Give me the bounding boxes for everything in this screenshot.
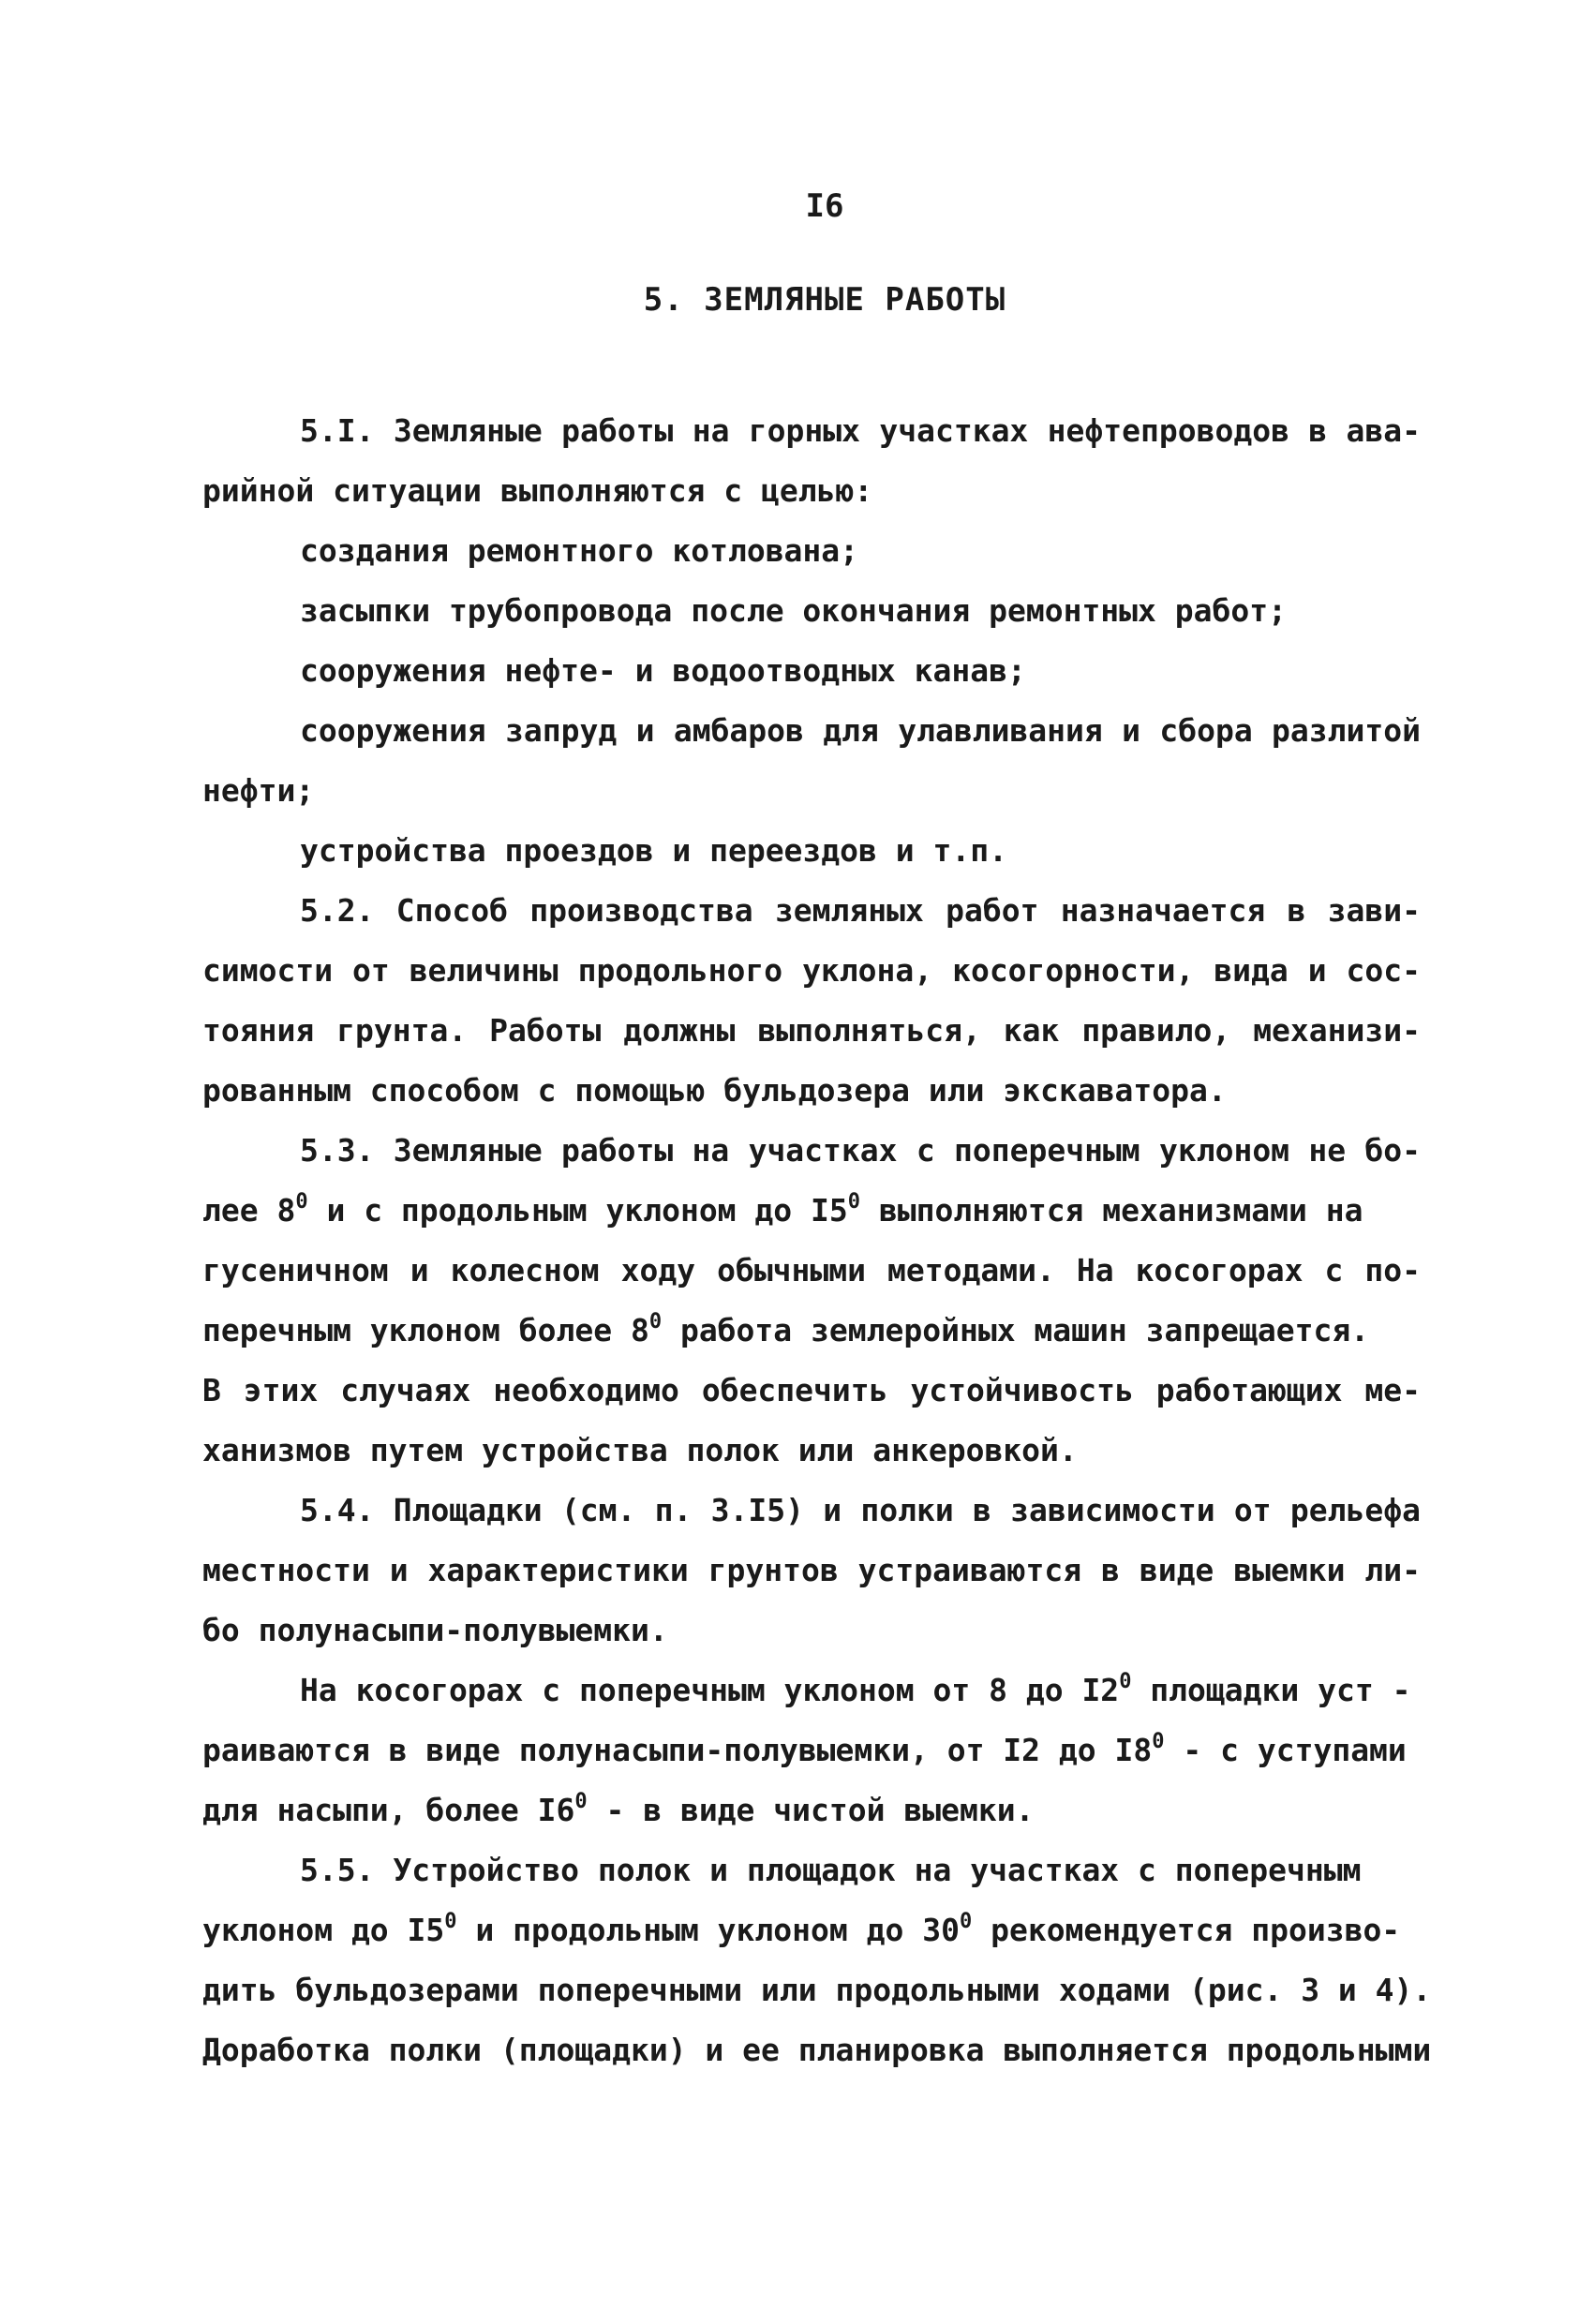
degree-superscript: 0 <box>648 1310 663 1333</box>
degree-superscript: 0 <box>574 1790 588 1813</box>
paragraph-5-2-line-1: 5.2. Способ производства земляных работ назначается в зави- <box>300 892 1421 929</box>
paragraph-5-4-line-3: бо полунасыпи-полувыемки. <box>202 1612 668 1648</box>
paragraph-5-2-line-4: рованным способом с помощью бульдозера или экскаватора. <box>202 1072 1227 1109</box>
paragraph-5-4-line-1: 5.4. Площадки (см. п. 3.I5) и полки в зависимости от рельефа <box>300 1492 1421 1528</box>
degree-superscript: 0 <box>444 1910 457 1933</box>
degree-superscript: 0 <box>847 1190 861 1214</box>
text-segment: раиваются в виде полунасыпи-полувыемки, от I2 до I8 <box>202 1732 1153 1768</box>
degree-superscript: 0 <box>1119 1670 1132 1693</box>
text-segment: уклоном до I5 <box>202 1912 445 1948</box>
paragraph-5-3-line-4 <box>202 1301 1421 1361</box>
degree-superscript: 0 <box>295 1190 308 1214</box>
paragraph-5-2-line-3: тояния грунта. Работы должны выполняться, как правило, механизи- <box>202 1012 1421 1049</box>
paragraph-slopes-line-1 <box>202 1661 1421 1721</box>
paragraph-slopes-line-2 <box>202 1721 1421 1780</box>
paragraph-5-1-line-2: рийной ситуации выполняются с целью: <box>202 472 873 509</box>
text-segment: для насыпи, более I6 <box>202 1792 575 1828</box>
text-segment: лее 8 <box>202 1192 296 1229</box>
text-segment: - с уступами <box>1164 1732 1407 1768</box>
paragraph-5-3-line-5: В этих случаях необходимо обеспечить устойчивость работающих ме- <box>202 1372 1421 1408</box>
paragraph-5-5-line-4: Доработка полки (площадки) и ее планировка выполняется продольными <box>202 2032 1432 2068</box>
paragraph-5-3-line-2 <box>202 1181 1421 1241</box>
text-segment: выполняются механизмами на <box>860 1192 1363 1229</box>
text-segment: работа землеройных машин запрещается. <box>662 1312 1370 1348</box>
text-segment: и с продольным уклоном до I5 <box>307 1192 848 1229</box>
paragraph-5-5-line-2 <box>202 1900 1421 1960</box>
text-segment: перечным уклоном более 8 <box>202 1312 649 1348</box>
paragraph-5-5-line-3: дить бульдозерами поперечными или продольными ходами (рис. 3 и 4). <box>202 1972 1432 2008</box>
section-title: 5. ЗЕМЛЯНЫЕ РАБОТЫ <box>643 281 1006 319</box>
list-item-backfill: засыпки трубопровода после окончания ремонтных работ; <box>300 592 1287 629</box>
paragraph-5-1-line-1: 5.I. Земляные работы на горных участках нефтепроводов в ава- <box>300 412 1421 449</box>
list-item-dams-line-2: нефти; <box>202 772 315 809</box>
paragraph-5-3-line-3: гусеничном и колесном ходу обычными методами. На косогорах с по- <box>202 1252 1421 1289</box>
paragraph-5-4-line-2: местности и характеристики грунтов устраиваются в виде выемки ли- <box>202 1552 1421 1588</box>
list-item-drainage-ditches: сооружения нефте- и водоотводных канав; <box>300 652 1026 689</box>
paragraph-5-2-line-2: симости от величины продольного уклона, косогорности, вида и сос- <box>202 952 1421 989</box>
section-body <box>202 401 1432 2080</box>
text-segment: На косогорах с поперечным уклоном от 8 до I2 <box>300 1672 1120 1708</box>
degree-superscript: 0 <box>959 1910 973 1933</box>
paragraph-5-3-line-6: ханизмов путем устройства полок или анкеровкой. <box>202 1432 1078 1468</box>
list-item-dams-line-1: сооружения запруд и амбаров для улавливания и сбора разлитой <box>300 712 1421 749</box>
paragraph-5-3-line-1: 5.3. Земляные работы на участках с поперечным уклоном не бо- <box>300 1132 1421 1169</box>
list-item-passages: устройства проездов и переездов и т.п. <box>300 832 1007 869</box>
paragraph-5-5-line-1: 5.5. Устройство полок и площадок на участках с поперечным <box>300 1852 1362 1888</box>
text-segment: - в виде чистой выемки. <box>587 1792 1035 1828</box>
page-number: I6 <box>805 187 844 225</box>
list-item-repair-pit: создания ремонтного котлована; <box>300 532 859 569</box>
text-segment: площадки уст - <box>1131 1672 1411 1708</box>
text-segment: рекомендуется произво- <box>972 1912 1401 1948</box>
paragraph-slopes-line-3 <box>202 1780 1421 1840</box>
text-segment: и продольным уклоном до 30 <box>456 1912 960 1948</box>
degree-superscript: 0 <box>1152 1730 1165 1753</box>
